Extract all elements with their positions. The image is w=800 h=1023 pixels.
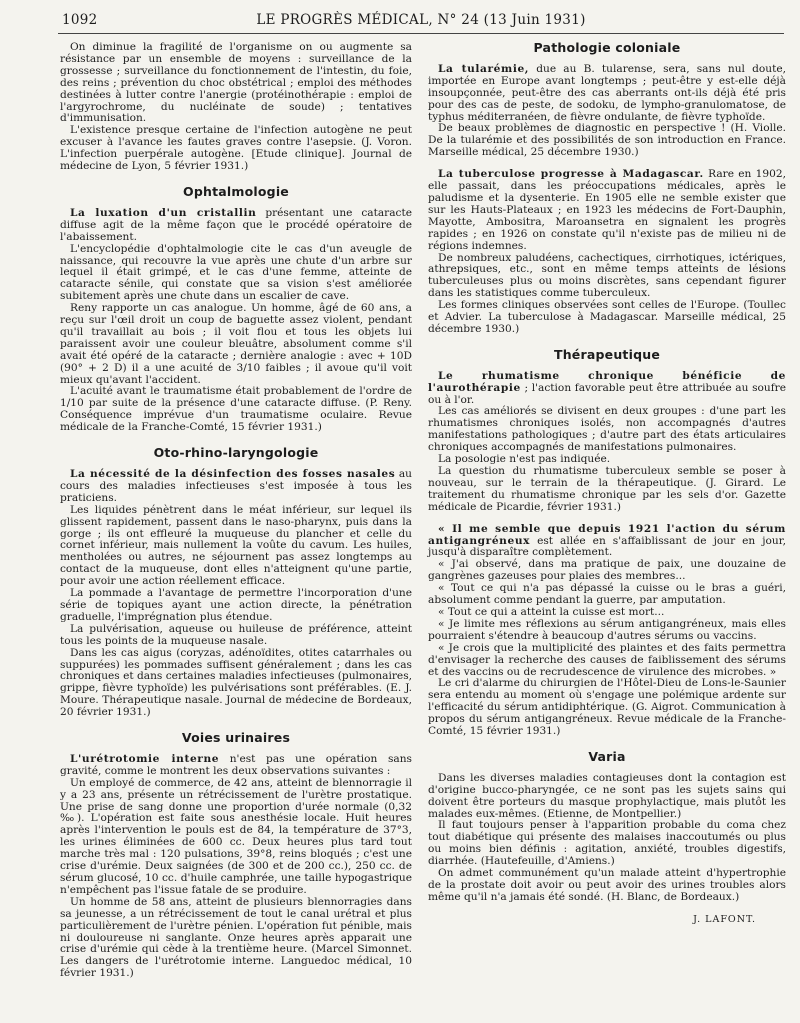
author-signature: J. LAFONT.: [693, 913, 756, 925]
paragraph: L'existence presque certaine de l'infection autogène ne peut excuser à l'avance les fautes graves contre l'asepsie. (J. Voron. L'infection puerpérale autogène. [Etude clinique]. Journal de médecine de Lyon, 5 février 1931.): [60, 124, 412, 173]
paragraph: On admet communément qu'un malade atteint d'hypertrophie de la prostate doit avoir ou peut avoir des urines troubles alors même qu'il n'a jamais été sondé. (H. Blanc, de Bordeaux.): [428, 867, 786, 903]
section-title-therapeutique: Thérapeutique: [553, 346, 660, 362]
paragraph: L'acuité avant le traumatisme était probablement de l'ordre de 1/10 par suite de la présence d'une cataracte diffuse. (P. Reny. Conséquence imprévue d'un traumatisme oculaire. Revue médicale de la Franche-Comté, 15 février 1931.): [60, 385, 412, 434]
paragraph: La nécessité de la désinfection des fosses nasales au cours des maladies infectieuses s'est imposée à tous les praticiens.: [60, 468, 412, 504]
paragraph: Dans les diverses maladies contagieuses dont la contagion est d'origine bucco-pharyngée, ce ne sont pas les sujets sains qui doivent être porteurs du masque prophylactique, mais plutôt les malades eux-mêmes. (Etienne, de Montpellier.): [428, 771, 786, 820]
paragraph: « J'ai observé, dans ma pratique de paix, une douzaine de gangrènes gazeuses pour plaies des membres...: [428, 558, 786, 583]
paragraph: La tularémie, due au B. tularense, sera, sans nul doute, importée en Europe avant longtemps ; peut-être y est-elle déjà insoupçonnée, peut-être des cas aberrants ont-ils déjà été pris pour des cas de peste, de sodoku, de lympho-granulomatose, de typhus méditerranéen, de fièvre ondulante, de fièvre typhoïde.: [428, 62, 786, 123]
paragraph: De nombreux paludéens, cachectiques, cirrhotiques, ictériques, athrepsiques, etc., sont en même temps atteints de lésions tuberculeuses plus ou moins discrètes, sans cependant figurer dans les statistiques comme tuberculeux.: [428, 251, 786, 300]
paragraph: Reny rapporte un cas analogue. Un homme, âgé de 60 ans, a reçu sur l'œil droit un coup de baguette assez violent, pendant qu'il travaillait au bois ; il voit flou et tous les objets lui paraissent avoir une couleur bleuâtre, absolument comme s'il avait été opéré de la cataracte ; dernière analogie : avec + 10D (90° + 2 D) il a une acuité de 3/10 faibles ; il avoue qu'il voit mieux qu'avant l'accident.: [60, 302, 412, 386]
paragraph: La tuberculose progresse à Madagascar. Rare en 1902, elle passait, dans les préoccupations médicales, après le paludisme et la dysenterie. En 1905 elle ne semble exister que sur les Hauts-Plateaux ; en 1923 les médecins de Fort-Dauphin, Mayotte, Ambositra, Maroansetra en signalent les progrès rapides ; en 1926 on constate qu'il n'existe pas de milieu ni de régions indemnes.: [428, 168, 786, 252]
section-title-varia: Varia: [588, 748, 626, 764]
page-number: 1092: [62, 12, 98, 28]
paragraph: La luxation d'un cristallin présentant une cataracte diffuse agit de la même façon que le procédé opératoire de l'abaissement.: [60, 206, 412, 243]
article-lead: La tularémie,: [438, 62, 530, 75]
section-title-orl: Oto-rhino-laryngologie: [153, 445, 319, 461]
article-lead: La tuberculose progresse à Madagascar.: [438, 168, 704, 181]
header-rule: [58, 33, 784, 34]
paragraph: « Tout ce qui n'a pas dépassé la cuisse ou le bras a guéri, absolument comme pendant la guerre, par amputation.: [428, 582, 786, 607]
article-lead: La nécessité de la désinfection des fosses nasales: [70, 468, 396, 480]
section-title-voies-urinaires: Voies urinaires: [181, 730, 291, 746]
paragraph: Les liquides pénètrent dans le méat inférieur, sur lequel ils glissent rapidement, passent dans le naso-pharynx, puis dans la gorge ; ils ont effleuré la muqueuse du plancher et celle du cornet inférieur, mais nullement la voûte du cavum. Les huiles, mentholées ou autres, ne séjournent pas assez longtemps au contact de la muqueuse, dont elles n'atteignent qu'une partie, pour avoir une action réellement efficace.: [60, 503, 412, 588]
paragraph: « Je limite mes réflexions au sérum antigangréneux, mais elles pourraient s'étendre à beaucoup d'autres sérums ou vaccins.: [428, 617, 786, 642]
paragraph: La pulvérisation, aqueuse ou huileuse de préférence, atteint tous les points de la muqueuse nasale.: [60, 622, 412, 647]
paragraph: Un homme de 58 ans, atteint de plusieurs blennorragies dans sa jeunesse, a un rétrécissement de tout le canal urétral et plus particulièrement de l'urètre pénien. L'opération fut pénible, mais ni douloureuse ni sanglante. Onze heures après apparait une crise d'urémie qui cède à la trentième heure. (Marcel Simonnet. Les dangers de l'urétrotomie interne. Languedoc médical, 10 février 1931.): [60, 895, 412, 980]
article-lead: « Il me semble que depuis 1921 l'action du sérum antigangréneux: [428, 522, 786, 547]
paragraph: Les formes cliniques observées sont celles de l'Europe. (Toullec et Advier. La tuberculose à Madagascar. Marseille médical, 25 décembre 1930.): [428, 299, 786, 335]
paragraph: « Il me semble que depuis 1921 l'action du sérum antigangréneux est allée en s'affaiblissant de jour en jour, jusqu'à disparaître complètement.: [428, 522, 786, 559]
paragraph: « Tout ce qui a atteint la cuisse est mort...: [438, 605, 665, 618]
journal-title: LE PROGRÈS MÉDICAL, N° 24 (13 Juin 1931): [256, 12, 586, 28]
running-head: [62, 12, 780, 32]
article-lead: L'urétrotomie interne: [70, 752, 220, 765]
paragraph: La posologie n'est pas indiquée.: [438, 453, 611, 466]
paragraph: La pommade a l'avantage de permettre l'incorporation d'une série de topiques ayant une action directe, la pénétration graduelle, l'imprégnation plus étendue.: [60, 587, 412, 623]
paragraph: L'urétrotomie interne n'est pas une opération sans gravité, comme le montrent les deux observations suivantes :: [60, 752, 412, 777]
section-title-ophtalmologie: Ophtalmologie: [183, 183, 289, 199]
paragraph: De beaux problèmes de diagnostic en perspective ! (H. Violle. De la tularémie et des possibilités de son introduction en France. Marseille médical, 25 décembre 1930.): [428, 122, 786, 159]
right-column: [428, 42, 786, 926]
article-lead: La luxation d'un cristallin: [70, 206, 257, 219]
section-title-pathologie-coloniale: Pathologie coloniale: [533, 40, 681, 55]
paragraph: On diminue la fragilité de l'organisme on ou augmente sa résistance par un ensemble de moyens : surveillance de la grossesse ; surveillance du fonctionnement de l'intestin, du foie, des reins ; prévention du choc obstétrical ; emploi des méthodes destinées à lutter contre l'anergie (protéinothérapie : emploi de l'argyrochrome, du nucléinate de soude) ; tentatives d'immunisation.: [60, 41, 412, 125]
paragraph: Dans les cas aigus (coryzas, adénoïdites, otites catarrhales ou suppurées) les pommades suffisent généralement ; dans les cas chroniques et dans certaines maladies infectieuses (pulmonaires, grippe, fièvre typhoïde) les pulvérisations sont préférables. (E. J. Moure. Thérapeutique nasale. Journal de médecine de Bordeaux, 20 février 1931.): [60, 646, 412, 719]
paragraph: L'encyclopédie d'ophtalmologie cite le cas d'un aveugle de naissance, qui recouvre la vue après une chute d'un arbre sur lequel il était grimpé, et le cas d'une femme, atteinte de cataracte sénile, qui constate que sa vision s'est améliorée subitement après une chute dans un escalier de cave.: [60, 242, 412, 303]
paragraph: Il faut toujours penser à l'apparition probable du coma chez tout diabétique qui présente des malaises inaccoutumés ou plus ou moins bien définis : agitation, anxiété, troubles digestifs, diarrhée. (Hautefeuille, d'Amiens.): [428, 819, 786, 868]
paragraph: Le rhumatisme chronique bénéficie de l'aurothérapie ; l'action favorable peut être attribuée au soufre ou à l'or.: [428, 369, 786, 406]
paragraph: Le cri d'alarme du chirurgien de l'Hôtel-Dieu de Lons-le-Saunier sera entendu au moment où s'engage une polémique ardente sur l'efficacité du sérum antidiphtérique. (G. Aigrot. Communication à propos du sérum antigangréneux. Revue médicale de la Franche-Comté, 15 février 1931.): [428, 677, 786, 738]
paragraph: Un employé de commerce, de 42 ans, atteint de blennorragie il y a 23 ans, présente un rétrécissement de l'urètre prostatique. Une prise de sang donne une proportion d'urée normale (0,32 ‰). L'opération est faite sous anesthésie locale. Huit heures après l'intervention le pouls est de 84, la température de 37°3, les urines éliminées de 600 cc. Deux heures plus tard tout marche très mal : 120 pulsations, 39°8, reins bloqués ; c'est une crise d'urémie. Deux saignées (de 300 et de 200 cc.), 250 cc. de sérum glucosé, 10 cc. d'huile camphrée, une taille hypogastrique n'empêchent pas l'issue fatale de se produire.: [60, 776, 412, 896]
paragraph: « Je crois que la multiplicité des plaintes et des faits permettra d'envisager la recherche des causes de faiblissement des sérums et des vaccins ou de recrudescence de virulence des microbes. »: [428, 641, 786, 678]
paragraph: La question du rhumatisme tuberculeux semble se poser à nouveau, sur le terrain de la thérapeutique. (J. Girard. Le traitement du rhumatisme chronique par les sels d'or. Gazette médicale de Picardie, février 1931.): [428, 465, 786, 513]
paragraph: Les cas améliorés se divisent en deux groupes : d'une part les rhumatismes chroniques isolés, non accompagnés d'autres manifestations pathologiques ; d'autre part des états articulaires chroniques accompagnés de manifestations pulmonaires.: [428, 405, 786, 454]
left-column: [60, 42, 412, 980]
article-lead: Le rhumatisme chronique bénéficie de l'aurothérapie: [428, 369, 786, 394]
